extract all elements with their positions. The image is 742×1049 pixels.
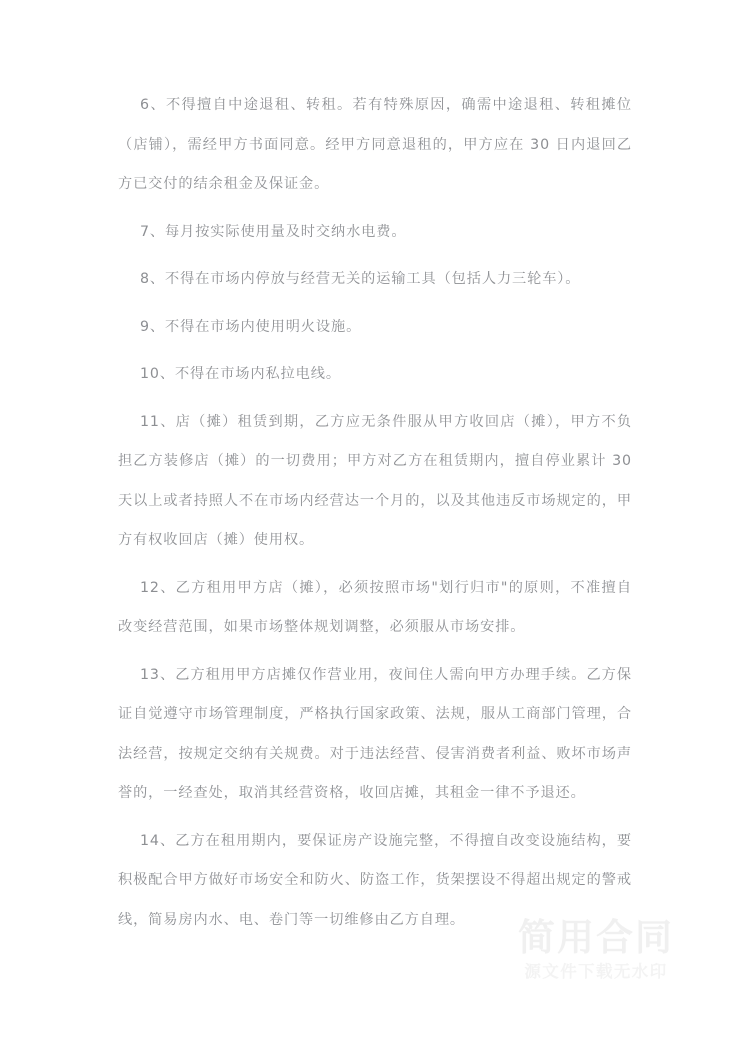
clause-item: 9、不得在市场内使用明火设施。: [140, 318, 362, 335]
clause-item: 13、乙方租用甲方店摊仅作营业用，夜间住人需向甲方办理手续。乙方保证自觉遵守市场管理制度，严格执行国家政策、法规，服从工商部门管理，合法经营，按规定交纳有关规费。对于违法经营、侵害消费者利益、败坏市场声誉的，一经查处，取消其经营资格，收回店摊，其租金一律不予退还。: [118, 666, 632, 801]
clause-item: 10、不得在市场内私拉电线。: [140, 366, 341, 382]
watermark-brand-text: 简用合同: [518, 916, 674, 959]
clause-item: 8、不得在市场内停放与经营无关的运输工具（包括人力三轮车）。: [140, 271, 581, 287]
clause-item: 11、店（摊）租赁到期，乙方应无条件服从甲方收回店（摊），甲方不负担乙方装修店（摊）的一切费用；甲方对乙方在租赁期内，擅自停业累计 30 天以上或者持照人不在市场内经营达一个月的，以及其他违反市场规定的，甲方有权收回店（摊）使用权。: [118, 413, 632, 548]
document-body: [118, 86, 632, 940]
clause-item: 6、不得擅自中途退租、转租。若有特殊原因，确需中途退租、转租摊位（店铺），需经甲方书面同意。经甲方同意退租的，甲方应在 30 日内退回乙方已交付的结余租金及保证金。: [118, 97, 632, 192]
clause-item: 7、每月按实际使用量及时交纳水电费。: [140, 223, 407, 240]
watermark-tagline-text: 源文件下载无水印: [524, 962, 668, 981]
clause-item: 12、乙方租用甲方店（摊），必须按照市场"划行归市"的原则，不准擅自改变经营范围，如果市场整体规划调整，必须服从市场安排。: [118, 579, 632, 635]
clause-item: 14、乙方在租用期内，要保证房产设施完整，不得擅自改变设施结构，要积极配合甲方做好市场安全和防火、防盗工作，货架摆设不得超出规定的警戒线，简易房内水、电、卷门等一切维修由乙方自理。: [118, 832, 632, 928]
